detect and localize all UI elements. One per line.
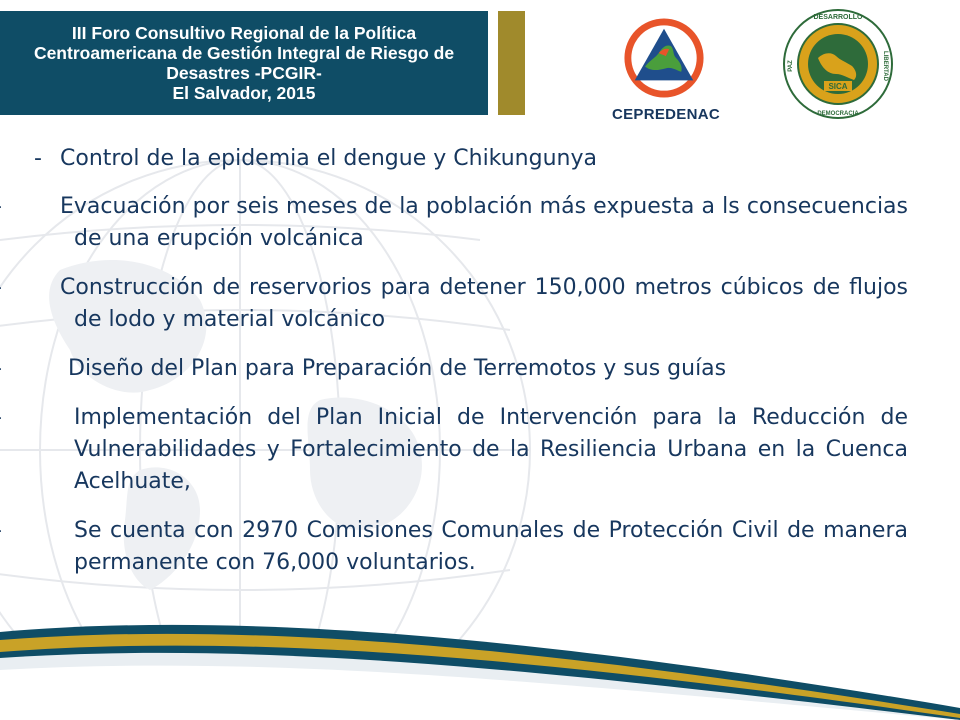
sica-left-word: PAZ [788,60,794,72]
title-line-4: El Salvador, 2015 [172,83,316,103]
sica-seal-icon [782,8,894,120]
sica-center-label: SICA [828,82,848,91]
list-item: Construcción de reservorios para detener 150,000 metros cúbicos de flujos de lodo y material volcánico [60,275,908,332]
list-item: Se cuenta con 2970 Comisiones Comunales de Protección Civil de manera permanente con 76,000 voluntarios. [74,518,908,575]
title-line-1: III Foro Consultivo Regional de la Política [71,23,417,43]
sica-top-word: DESARROLLO [813,14,863,21]
title-line-3: Desastres -PCGIR- [166,63,322,83]
list-item: Diseño del Plan para Preparación de Terremotos y sus guías [68,356,727,381]
footer-swoosh [0,580,960,720]
title-banner [0,11,488,115]
cepredenac-logo [598,10,748,122]
list-item: Evacuación por seis meses de la población más expuesta a ls consecuencias de una erupción volcánica [60,194,908,251]
cepredenac-emblem-icon [621,15,707,101]
gold-accent-bar [498,11,525,115]
sica-bottom-word: DEMOCRACIA [817,111,859,117]
bullet-list [34,143,908,596]
list-item: - Control de la epidemia el dengue y Chikungunya [34,146,597,171]
cepredenac-wordmark: CEPREDENAC [611,106,720,123]
title-line-2: Centroamericana de Gestión Integral de Riesgo de [33,43,455,63]
list-item: Implementación del Plan Inicial de Intervención para la Reducción de Vulnerabilidades y Fortalecimiento de la Resiliencia Urbana en la Cuenca Acelhuate, [74,405,908,494]
sica-right-word: LIBERTAD [882,51,888,81]
